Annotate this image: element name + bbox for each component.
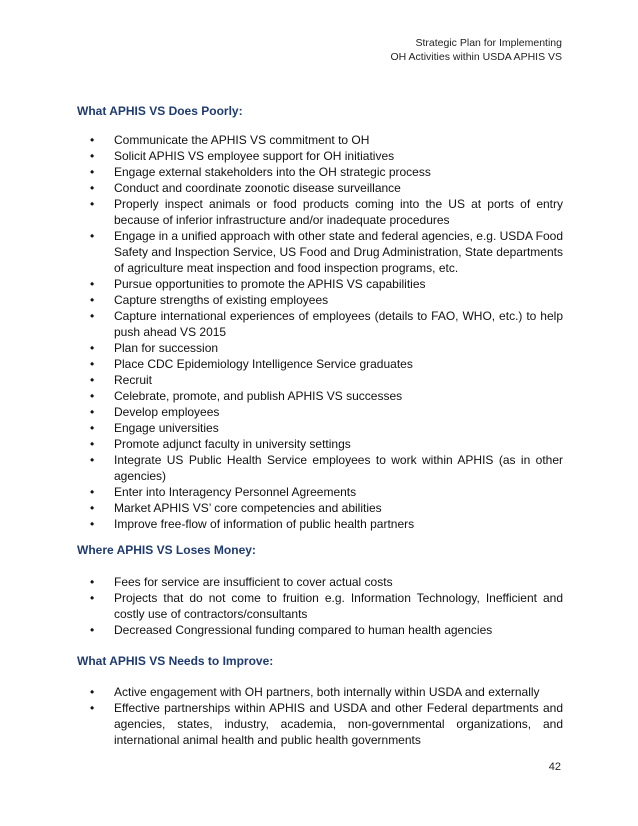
list-item-text: Engage universities — [114, 421, 219, 435]
bullet-icon: • — [90, 357, 95, 371]
list-item — [90, 228, 563, 276]
section-title-does-poorly: What APHIS VS Does Poorly: — [77, 104, 243, 118]
bullet-icon: • — [90, 437, 95, 451]
bullet-icon: • — [90, 181, 95, 195]
list-item — [90, 196, 563, 228]
bullet-icon: • — [90, 309, 95, 323]
list-item — [90, 500, 563, 516]
list-item-text: Effective partnerships within APHIS and USDA and other Federal departments and agencies, states, industry, academia, non-governmental organizations, and international animal health and public health governments — [114, 701, 563, 747]
list-item — [90, 132, 563, 148]
list-item — [90, 180, 563, 196]
header-line-2: OH Activities within USDA APHIS VS — [390, 51, 562, 63]
list-item-text: Communicate the APHIS VS commitment to OH — [114, 133, 370, 147]
bullet-icon: • — [90, 133, 95, 147]
list-item — [90, 700, 563, 748]
bullet-icon: • — [90, 341, 95, 355]
list-item — [90, 276, 563, 292]
list-item — [90, 574, 563, 590]
bullet-icon: • — [90, 197, 95, 211]
list-item — [90, 404, 563, 420]
list-item-text: Improve free-flow of information of public health partners — [114, 517, 415, 531]
bullet-icon: • — [90, 389, 95, 403]
bullet-icon: • — [90, 149, 95, 163]
list-item — [90, 684, 563, 700]
list-item — [90, 340, 563, 356]
bullet-icon: • — [90, 293, 95, 307]
running-header — [390, 36, 562, 64]
list-item-text: Develop employees — [114, 405, 220, 419]
list-item-text: Properly inspect animals or food products coming into the US at ports of entry because of inferior infrastructure and/or inadequate procedures — [114, 197, 563, 227]
list-item — [90, 148, 563, 164]
does-poorly-list — [90, 132, 563, 532]
list-item-text: Conduct and coordinate zoonotic disease surveillance — [114, 181, 401, 195]
list-item-text: Engage external stakeholders into the OH strategic process — [114, 165, 431, 179]
list-item — [90, 420, 563, 436]
list-item — [90, 356, 563, 372]
list-item-text: Solicit APHIS VS employee support for OH initiatives — [114, 149, 395, 163]
list-item-text: Enter into Interagency Personnel Agreements — [114, 485, 357, 499]
list-item — [90, 164, 563, 180]
list-item — [90, 372, 563, 388]
page-number: 42 — [548, 761, 561, 773]
list-item-text: Engage in a unified approach with other state and federal agencies, e.g. USDA Food Safety and Inspection Service, US Food and Drug Administration, State departments of agriculture meat inspection and food inspection programs, etc. — [114, 229, 563, 275]
list-item — [90, 436, 563, 452]
list-item-text: Decreased Congressional funding compared to human health agencies — [114, 623, 493, 637]
needs-improve-list — [90, 684, 563, 748]
list-item-text: Celebrate, promote, and publish APHIS VS successes — [114, 389, 403, 403]
bullet-icon: • — [90, 373, 95, 387]
list-item-text: Active engagement with OH partners, both internally within USDA and externally — [114, 685, 540, 699]
list-item — [90, 388, 563, 404]
bullet-icon: • — [90, 575, 95, 589]
list-item — [90, 622, 563, 638]
list-item-text: Integrate US Public Health Service employees to work within APHIS (as in other agencies) — [114, 453, 563, 483]
section-title-loses-money: Where APHIS VS Loses Money: — [77, 543, 256, 557]
bullet-icon: • — [90, 623, 95, 637]
bullet-icon: • — [90, 165, 95, 179]
list-item — [90, 590, 563, 622]
bullet-icon: • — [90, 485, 95, 499]
list-item — [90, 308, 563, 340]
list-item — [90, 484, 563, 500]
bullet-icon: • — [90, 453, 95, 467]
bullet-icon: • — [90, 517, 95, 531]
list-item-text: Fees for service are insufficient to cover actual costs — [114, 575, 393, 589]
bullet-icon: • — [90, 685, 95, 699]
list-item-text: Place CDC Epidemiology Intelligence Service graduates — [114, 357, 413, 371]
list-item — [90, 292, 563, 308]
bullet-icon: • — [90, 501, 95, 515]
header-line-1: Strategic Plan for Implementing — [415, 37, 562, 49]
list-item-text: Recruit — [114, 373, 153, 387]
list-item-text: Plan for succession — [114, 341, 219, 355]
list-item-text: Market APHIS VS’ core competencies and abilities — [114, 501, 382, 515]
bullet-icon: • — [90, 229, 95, 243]
bullet-icon: • — [90, 405, 95, 419]
section-title-needs-improve: What APHIS VS Needs to Improve: — [77, 654, 274, 668]
bullet-icon: • — [90, 701, 95, 715]
list-item — [90, 516, 563, 532]
loses-money-list — [90, 574, 563, 638]
list-item-text: Promote adjunct faculty in university settings — [114, 437, 351, 451]
bullet-icon: • — [90, 421, 95, 435]
bullet-icon: • — [90, 277, 95, 291]
list-item-text: Pursue opportunities to promote the APHIS VS capabilities — [114, 277, 426, 291]
list-item-text: Capture international experiences of employees (details to FAO, WHO, etc.) to help push ahead VS 2015 — [114, 309, 563, 339]
list-item — [90, 452, 563, 484]
list-item-text: Projects that do not come to fruition e.g. Information Technology, Inefficient and costly use of contractors/consultants — [114, 591, 563, 621]
list-item-text: Capture strengths of existing employees — [114, 293, 329, 307]
bullet-icon: • — [90, 591, 95, 605]
